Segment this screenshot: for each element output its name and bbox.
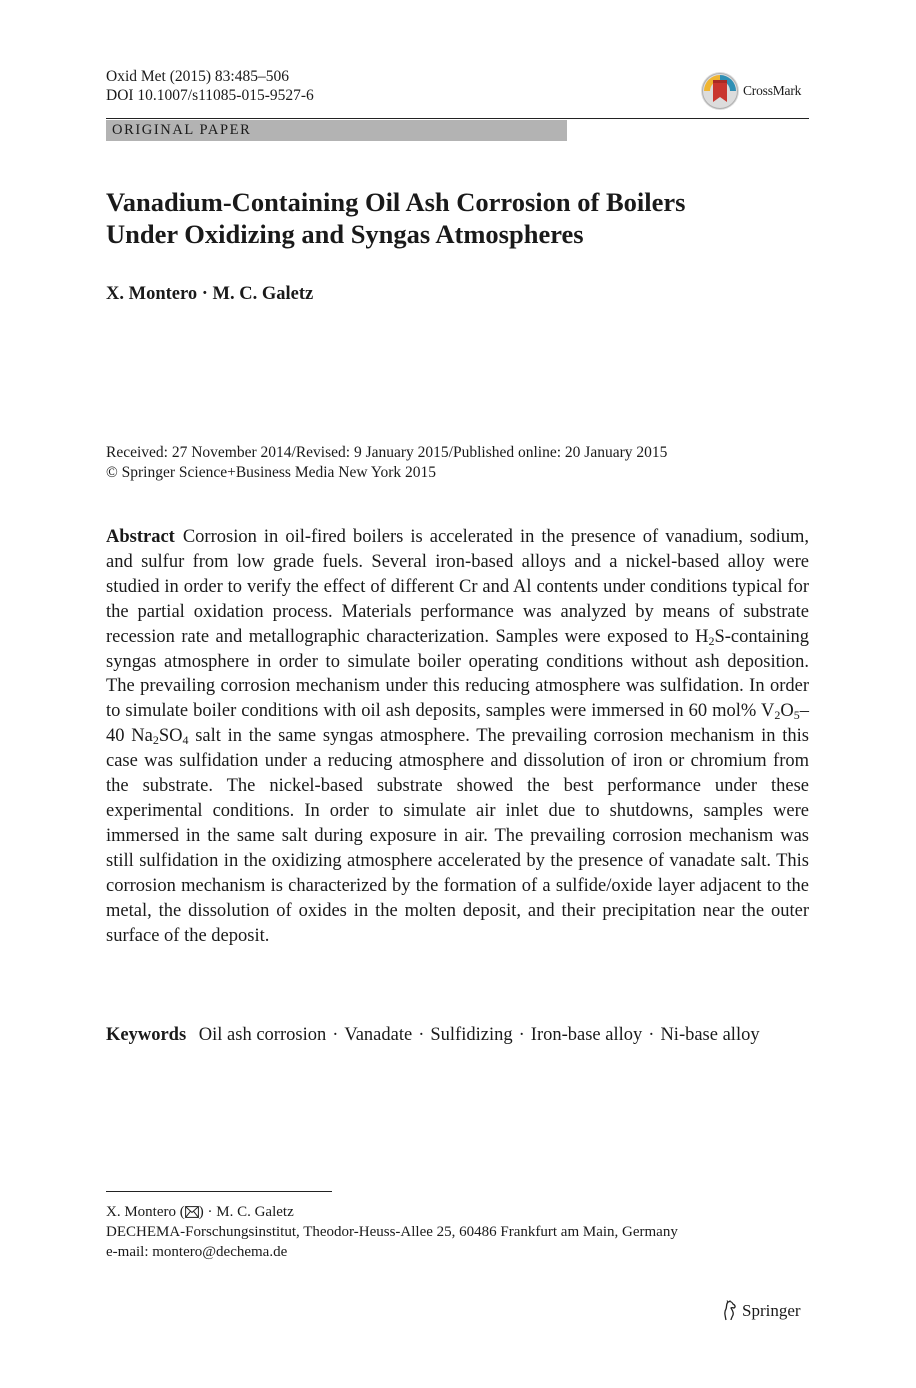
history-dates <box>106 443 667 463</box>
paper-title <box>106 186 806 250</box>
keyword-separator: · <box>332 1025 339 1045</box>
crossmark-icon <box>700 71 740 111</box>
copyright-notice: © Springer Science+Business Media New York 2015 <box>106 464 437 481</box>
history-divider: / <box>448 444 453 461</box>
crossmark-badge[interactable] <box>700 71 801 111</box>
keyword-item: Ni-base alloy <box>660 1025 760 1045</box>
abstract-text-4: salt in the same syngas atmosphere. The prevailing corrosion mechanism in this case was sulfidation under a reducing atmosphere and dissolution of iron or chromium from the substrate. The nickel-based substrate showed the best performance under these experimental conditions. In order to simulate air inlet due to shutdowns, samples were immersed in the same salt during exposure in air. The prevailing corrosion mechanism was still sulfidation in the oxidizing atmosphere accelerated by the presence of vanadate salt. This corrosion mechanism is characterized by the formation of a sulfide/oxide layer adjacent to the metal, the dissolution of oxides in the molten deposit, and their precipitation near the outer surface of the deposit. <box>106 726 809 946</box>
keyword-separator: · <box>518 1025 525 1045</box>
revised-date: Revised: 9 January 2015 <box>295 444 449 461</box>
footnote-paren: ( <box>179 1204 185 1220</box>
author-footnote <box>106 1202 678 1262</box>
footnote-paren: ) · <box>198 1204 217 1220</box>
abstract-formula-part: SO <box>158 726 183 747</box>
journal-citation: Oxid Met (2015) 83:485–506 <box>106 68 289 85</box>
publisher-name: Springer <box>742 1301 801 1320</box>
title-line-1: Vanadium-Containing Oil Ash Corrosion of Boilers <box>106 187 686 217</box>
affiliation: DECHEMA-Forschungsinstitut, Theodor-Heuss-Allee 25, 60486 Frankfurt am Main, Germany <box>106 1224 678 1240</box>
abstract <box>106 525 809 948</box>
keyword-item: Vanadate <box>344 1025 413 1045</box>
abstract-heading: Abstract <box>106 527 175 547</box>
abstract-text-3: –40 Na <box>106 701 809 747</box>
article-history <box>106 443 667 483</box>
keyword-item: Sulfidizing <box>430 1025 513 1045</box>
author-email[interactable]: e-mail: montero@dechema.de <box>106 1244 288 1260</box>
keywords <box>106 1023 809 1048</box>
history-divider: / <box>291 444 296 461</box>
section-label: ORIGINAL PAPER <box>106 120 567 141</box>
keywords-heading: Keywords <box>106 1025 187 1045</box>
keyword-separator: · <box>648 1025 655 1045</box>
abstract-subscript: 2 <box>152 733 159 748</box>
abstract-subscript: 5 <box>793 708 800 723</box>
footnote-author-1: X. Montero <box>106 1204 176 1220</box>
publisher-mark <box>722 1300 801 1322</box>
footnote-author-2: M. C. Galetz <box>216 1204 294 1220</box>
springer-horse-icon <box>722 1300 737 1322</box>
author-1[interactable]: X. Montero <box>106 284 198 304</box>
keyword-separator: · <box>418 1025 425 1045</box>
abstract-subscript: 2 <box>708 633 715 648</box>
footnote-rule <box>106 1191 332 1192</box>
keyword-item: Iron-base alloy <box>530 1025 643 1045</box>
abstract-text-2: S-containing syngas atmosphere in order to simulate boiler operating conditions without ash deposition. The prevailing corrosion mechanism under this reducing atmosphere was sulfidation. In order to simulate boiler conditions with oil ash deposits, samples were immersed in 60 mol% V <box>106 626 809 722</box>
abstract-formula-part: O <box>780 701 794 722</box>
keyword-item: Oil ash corrosion <box>198 1025 327 1045</box>
abstract-subscript: 4 <box>182 733 189 748</box>
author-2[interactable]: M. C. Galetz <box>212 284 314 304</box>
journal-doi[interactable]: DOI 10.1007/s11085-015-9527-6 <box>106 87 314 104</box>
header-rule <box>106 118 809 119</box>
author-list <box>106 284 313 305</box>
crossmark-label: CrossMark <box>743 83 802 98</box>
envelope-icon[interactable] <box>185 1206 199 1218</box>
abstract-subscript: 2 <box>774 708 781 723</box>
published-date: Published online: 20 January 2015 <box>452 444 668 461</box>
title-line-2: Under Oxidizing and Syngas Atmospheres <box>106 219 584 249</box>
received-date: Received: 27 November 2014 <box>106 444 292 461</box>
author-separator: · <box>201 284 208 304</box>
abstract-text-1: Corrosion in oil-fired boilers is accelerated in the presence of vanadium, sodium, and sulfur from low grade fuels. Several iron-based alloys and a nickel-based alloy were studied in order to verify the effect of different Cr and Al contents under conditions typical for the partial oxidation process. Materials performance was analyzed by means of substrate recession rate and metallographic characterization. Samples were exposed to H <box>106 527 809 647</box>
footnote-authors <box>106 1202 678 1222</box>
